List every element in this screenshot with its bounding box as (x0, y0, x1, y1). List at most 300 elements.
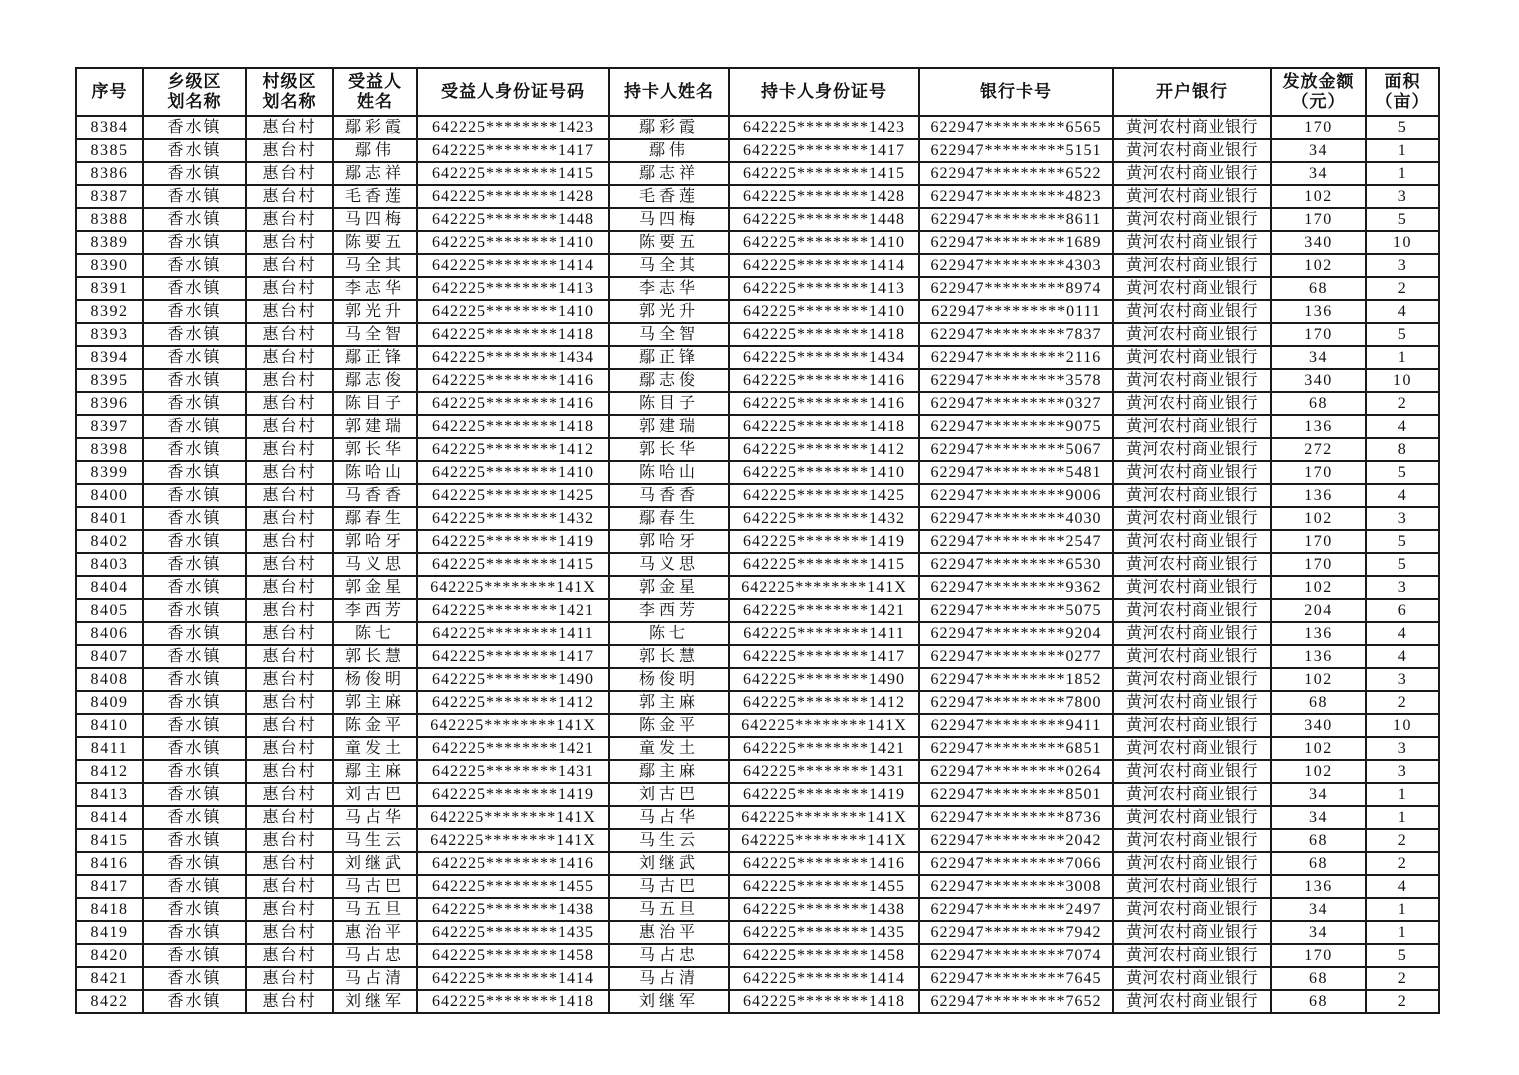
cell-village: 惠台村 (246, 392, 333, 415)
cell-cardholder-name: 马香香 (609, 484, 729, 507)
cell-beneficiary-id: 642225********1411 (417, 622, 609, 645)
cell-area: 10 (1366, 714, 1439, 737)
cell-beneficiary-name: 马全智 (333, 323, 417, 346)
cell-serial-number: 8406 (76, 622, 143, 645)
cell-beneficiary-name: 马全其 (333, 254, 417, 277)
table-row (76, 323, 1439, 346)
cell-beneficiary-name: 李志华 (333, 277, 417, 300)
cell-cardholder-name: 鄢正锋 (609, 346, 729, 369)
table-row (76, 783, 1439, 806)
cell-beneficiary-name: 惠治平 (333, 921, 417, 944)
cell-bank-card-number: 622947*********0327 (919, 392, 1113, 415)
cell-cardholder-name: 马四梅 (609, 208, 729, 231)
cell-amount: 136 (1271, 300, 1366, 323)
cell-bank-card-number: 622947*********2547 (919, 530, 1113, 553)
cell-township: 香水镇 (143, 116, 246, 139)
cell-cardholder-id: 642225********1414 (729, 254, 919, 277)
cell-township: 香水镇 (143, 415, 246, 438)
table-row (76, 139, 1439, 162)
cell-cardholder-id: 642225********1410 (729, 231, 919, 254)
cell-bank-name: 黄河农村商业银行 (1113, 346, 1271, 369)
cell-bank-card-number: 622947*********9411 (919, 714, 1113, 737)
cell-beneficiary-name: 马古巴 (333, 875, 417, 898)
cell-cardholder-name: 李志华 (609, 277, 729, 300)
cell-village: 惠台村 (246, 737, 333, 760)
cell-township: 香水镇 (143, 806, 246, 829)
cell-area: 1 (1366, 162, 1439, 185)
cell-bank-name: 黄河农村商业银行 (1113, 208, 1271, 231)
cell-cardholder-id: 642225********1434 (729, 346, 919, 369)
table-row (76, 921, 1439, 944)
cell-cardholder-id: 642225********1431 (729, 760, 919, 783)
cell-township: 香水镇 (143, 254, 246, 277)
cell-cardholder-id: 642225********1412 (729, 438, 919, 461)
cell-bank-name: 黄河农村商业银行 (1113, 300, 1271, 323)
cell-township: 香水镇 (143, 438, 246, 461)
cell-serial-number: 8407 (76, 645, 143, 668)
cell-beneficiary-id: 642225********1431 (417, 760, 609, 783)
cell-cardholder-id: 642225********1410 (729, 461, 919, 484)
cell-village: 惠台村 (246, 208, 333, 231)
cell-beneficiary-id: 642225********1458 (417, 944, 609, 967)
cell-bank-name: 黄河农村商业银行 (1113, 438, 1271, 461)
header-amount-yuan: 发放金额 （元） (1271, 68, 1366, 116)
cell-bank-name: 黄河农村商业银行 (1113, 530, 1271, 553)
cell-area: 3 (1366, 254, 1439, 277)
cell-serial-number: 8394 (76, 346, 143, 369)
table-row (76, 346, 1439, 369)
cell-village: 惠台村 (246, 185, 333, 208)
cell-beneficiary-id: 642225********1428 (417, 185, 609, 208)
cell-beneficiary-name: 杨俊明 (333, 668, 417, 691)
table-row (76, 990, 1439, 1013)
cell-bank-name: 黄河农村商业银行 (1113, 944, 1271, 967)
cell-beneficiary-name: 郭长华 (333, 438, 417, 461)
cell-area: 5 (1366, 116, 1439, 139)
cell-amount: 136 (1271, 415, 1366, 438)
cell-bank-card-number: 622947*********7942 (919, 921, 1113, 944)
cell-area: 1 (1366, 898, 1439, 921)
cell-serial-number: 8393 (76, 323, 143, 346)
cell-village: 惠台村 (246, 829, 333, 852)
cell-village: 惠台村 (246, 898, 333, 921)
cell-beneficiary-id: 642225********1434 (417, 346, 609, 369)
cell-beneficiary-id: 642225********1410 (417, 300, 609, 323)
cell-beneficiary-name: 马占华 (333, 806, 417, 829)
cell-township: 香水镇 (143, 346, 246, 369)
cell-serial-number: 8411 (76, 737, 143, 760)
cell-cardholder-id: 642225********1416 (729, 852, 919, 875)
cell-beneficiary-name: 陈哈山 (333, 461, 417, 484)
table-row (76, 714, 1439, 737)
cell-township: 香水镇 (143, 484, 246, 507)
cell-serial-number: 8421 (76, 967, 143, 990)
cell-cardholder-id: 642225********1419 (729, 530, 919, 553)
cell-cardholder-name: 鄢彩霞 (609, 116, 729, 139)
cell-area: 5 (1366, 944, 1439, 967)
cell-beneficiary-name: 陈要五 (333, 231, 417, 254)
cell-area: 4 (1366, 622, 1439, 645)
cell-village: 惠台村 (246, 760, 333, 783)
cell-township: 香水镇 (143, 875, 246, 898)
table-row (76, 208, 1439, 231)
cell-village: 惠台村 (246, 323, 333, 346)
cell-village: 惠台村 (246, 277, 333, 300)
cell-township: 香水镇 (143, 921, 246, 944)
header-village-division: 村级区 划名称 (246, 68, 333, 116)
table-row (76, 254, 1439, 277)
cell-beneficiary-name: 鄢彩霞 (333, 116, 417, 139)
header-bank-name: 开户银行 (1113, 68, 1271, 116)
cell-serial-number: 8400 (76, 484, 143, 507)
cell-cardholder-id: 642225********1418 (729, 990, 919, 1013)
cell-area: 5 (1366, 323, 1439, 346)
cell-cardholder-name: 马生云 (609, 829, 729, 852)
cell-serial-number: 8397 (76, 415, 143, 438)
cell-beneficiary-id: 642225********1415 (417, 553, 609, 576)
cell-bank-name: 黄河农村商业银行 (1113, 622, 1271, 645)
cell-cardholder-name: 毛香莲 (609, 185, 729, 208)
cell-village: 惠台村 (246, 461, 333, 484)
cell-bank-name: 黄河农村商业银行 (1113, 576, 1271, 599)
table-row (76, 760, 1439, 783)
cell-township: 香水镇 (143, 392, 246, 415)
table-header-row (76, 68, 1439, 116)
cell-serial-number: 8414 (76, 806, 143, 829)
cell-beneficiary-id: 642225********1423 (417, 116, 609, 139)
cell-cardholder-id: 642225********1435 (729, 921, 919, 944)
cell-cardholder-id: 642225********1413 (729, 277, 919, 300)
header-serial-number: 序号 (76, 68, 143, 116)
cell-beneficiary-name: 马占忠 (333, 944, 417, 967)
cell-cardholder-id: 642225********1411 (729, 622, 919, 645)
cell-bank-name: 黄河农村商业银行 (1113, 921, 1271, 944)
cell-beneficiary-name: 马义思 (333, 553, 417, 576)
cell-serial-number: 8399 (76, 461, 143, 484)
cell-village: 惠台村 (246, 507, 333, 530)
cell-amount: 170 (1271, 553, 1366, 576)
cell-amount: 68 (1271, 829, 1366, 852)
cell-area: 6 (1366, 599, 1439, 622)
cell-bank-card-number: 622947*********6851 (919, 737, 1113, 760)
cell-serial-number: 8392 (76, 300, 143, 323)
cell-beneficiary-name: 陈金平 (333, 714, 417, 737)
cell-beneficiary-id: 642225********1418 (417, 990, 609, 1013)
cell-cardholder-name: 马占华 (609, 806, 729, 829)
cell-village: 惠台村 (246, 300, 333, 323)
cell-beneficiary-name: 马占清 (333, 967, 417, 990)
cell-amount: 68 (1271, 967, 1366, 990)
cell-cardholder-name: 陈七 (609, 622, 729, 645)
cell-bank-name: 黄河农村商业银行 (1113, 714, 1271, 737)
cell-amount: 102 (1271, 576, 1366, 599)
cell-cardholder-id: 642225********141X (729, 806, 919, 829)
cell-area: 2 (1366, 691, 1439, 714)
cell-bank-card-number: 622947*********5151 (919, 139, 1113, 162)
table-row (76, 806, 1439, 829)
cell-cardholder-id: 642225********1417 (729, 645, 919, 668)
header-beneficiary-name: 受益人 姓名 (333, 68, 417, 116)
cell-cardholder-id: 642225********1417 (729, 139, 919, 162)
cell-beneficiary-id: 642225********1414 (417, 967, 609, 990)
cell-area: 1 (1366, 806, 1439, 829)
cell-bank-card-number: 622947*********3008 (919, 875, 1113, 898)
cell-cardholder-id: 642225********1416 (729, 392, 919, 415)
cell-beneficiary-name: 马生云 (333, 829, 417, 852)
cell-serial-number: 8422 (76, 990, 143, 1013)
cell-township: 香水镇 (143, 162, 246, 185)
cell-amount: 68 (1271, 691, 1366, 714)
cell-cardholder-id: 642225********1432 (729, 507, 919, 530)
cell-township: 香水镇 (143, 461, 246, 484)
cell-amount: 68 (1271, 990, 1366, 1013)
cell-cardholder-name: 童发土 (609, 737, 729, 760)
cell-village: 惠台村 (246, 438, 333, 461)
cell-township: 香水镇 (143, 139, 246, 162)
cell-bank-name: 黄河农村商业银行 (1113, 254, 1271, 277)
cell-cardholder-name: 刘继武 (609, 852, 729, 875)
cell-village: 惠台村 (246, 599, 333, 622)
cell-serial-number: 8388 (76, 208, 143, 231)
cell-cardholder-id: 642225********141X (729, 576, 919, 599)
cell-cardholder-name: 郭长华 (609, 438, 729, 461)
cell-cardholder-name: 惠治平 (609, 921, 729, 944)
cell-bank-card-number: 622947*********2116 (919, 346, 1113, 369)
cell-cardholder-name: 马全其 (609, 254, 729, 277)
cell-beneficiary-id: 642225********1448 (417, 208, 609, 231)
cell-area: 1 (1366, 139, 1439, 162)
cell-area: 5 (1366, 530, 1439, 553)
cell-bank-name: 黄河农村商业银行 (1113, 139, 1271, 162)
cell-village: 惠台村 (246, 921, 333, 944)
table-row (76, 898, 1439, 921)
cell-bank-card-number: 622947*********9075 (919, 415, 1113, 438)
cell-cardholder-id: 642225********1448 (729, 208, 919, 231)
cell-village: 惠台村 (246, 576, 333, 599)
cell-amount: 136 (1271, 875, 1366, 898)
cell-cardholder-name: 鄢春生 (609, 507, 729, 530)
cell-bank-name: 黄河农村商业银行 (1113, 484, 1271, 507)
cell-beneficiary-name: 郭金星 (333, 576, 417, 599)
table-row (76, 829, 1439, 852)
header-bank-card-number: 银行卡号 (919, 68, 1113, 116)
cell-township: 香水镇 (143, 829, 246, 852)
cell-bank-card-number: 622947*********8736 (919, 806, 1113, 829)
cell-cardholder-name: 杨俊明 (609, 668, 729, 691)
cell-bank-name: 黄河农村商业银行 (1113, 231, 1271, 254)
cell-beneficiary-name: 郭建瑞 (333, 415, 417, 438)
cell-bank-name: 黄河农村商业银行 (1113, 599, 1271, 622)
cell-bank-name: 黄河农村商业银行 (1113, 392, 1271, 415)
cell-cardholder-name: 刘继军 (609, 990, 729, 1013)
cell-bank-name: 黄河农村商业银行 (1113, 668, 1271, 691)
cell-village: 惠台村 (246, 668, 333, 691)
table-row (76, 691, 1439, 714)
cell-cardholder-name: 郭建瑞 (609, 415, 729, 438)
cell-bank-name: 黄河农村商业银行 (1113, 898, 1271, 921)
cell-area: 3 (1366, 185, 1439, 208)
cell-bank-name: 黄河农村商业银行 (1113, 829, 1271, 852)
cell-beneficiary-id: 642225********1418 (417, 415, 609, 438)
cell-bank-card-number: 622947*********2497 (919, 898, 1113, 921)
cell-beneficiary-id: 642225********1412 (417, 438, 609, 461)
cell-cardholder-name: 马占忠 (609, 944, 729, 967)
cell-cardholder-name: 鄢伟 (609, 139, 729, 162)
cell-beneficiary-name: 马四梅 (333, 208, 417, 231)
cell-area: 2 (1366, 967, 1439, 990)
header-cardholder-id: 持卡人身份证号 (729, 68, 919, 116)
cell-bank-card-number: 622947*********4303 (919, 254, 1113, 277)
table-row (76, 231, 1439, 254)
cell-beneficiary-name: 鄢正锋 (333, 346, 417, 369)
cell-area: 2 (1366, 852, 1439, 875)
cell-cardholder-name: 郭长慧 (609, 645, 729, 668)
cell-cardholder-id: 642225********1421 (729, 737, 919, 760)
cell-bank-card-number: 622947*********4823 (919, 185, 1113, 208)
cell-amount: 340 (1271, 714, 1366, 737)
table-row (76, 875, 1439, 898)
cell-beneficiary-id: 642225********1413 (417, 277, 609, 300)
cell-area: 4 (1366, 645, 1439, 668)
cell-amount: 170 (1271, 323, 1366, 346)
cell-cardholder-id: 642225********1410 (729, 300, 919, 323)
cell-bank-name: 黄河农村商业银行 (1113, 185, 1271, 208)
cell-beneficiary-name: 刘继军 (333, 990, 417, 1013)
cell-serial-number: 8412 (76, 760, 143, 783)
cell-beneficiary-name: 李西芳 (333, 599, 417, 622)
cell-cardholder-name: 鄢志俊 (609, 369, 729, 392)
cell-bank-name: 黄河农村商业银行 (1113, 116, 1271, 139)
cell-cardholder-id: 642225********1421 (729, 599, 919, 622)
cell-amount: 170 (1271, 461, 1366, 484)
cell-beneficiary-id: 642225********141X (417, 714, 609, 737)
cell-township: 香水镇 (143, 622, 246, 645)
cell-township: 香水镇 (143, 668, 246, 691)
cell-township: 香水镇 (143, 852, 246, 875)
cell-cardholder-id: 642225********1418 (729, 323, 919, 346)
cell-village: 惠台村 (246, 714, 333, 737)
cell-township: 香水镇 (143, 691, 246, 714)
cell-bank-card-number: 622947*********6530 (919, 553, 1113, 576)
cell-amount: 34 (1271, 783, 1366, 806)
cell-village: 惠台村 (246, 691, 333, 714)
cell-bank-card-number: 622947*********7652 (919, 990, 1113, 1013)
cell-cardholder-name: 陈目子 (609, 392, 729, 415)
table-row (76, 484, 1439, 507)
cell-beneficiary-id: 642225********1417 (417, 645, 609, 668)
cell-cardholder-name: 李西芳 (609, 599, 729, 622)
cell-beneficiary-id: 642225********1410 (417, 461, 609, 484)
cell-village: 惠台村 (246, 990, 333, 1013)
cell-area: 3 (1366, 576, 1439, 599)
cell-beneficiary-name: 鄢志祥 (333, 162, 417, 185)
cell-beneficiary-id: 642225********1455 (417, 875, 609, 898)
cell-area: 1 (1366, 783, 1439, 806)
cell-amount: 170 (1271, 530, 1366, 553)
cell-village: 惠台村 (246, 346, 333, 369)
cell-area: 4 (1366, 300, 1439, 323)
cell-cardholder-id: 642225********141X (729, 829, 919, 852)
cell-amount: 68 (1271, 277, 1366, 300)
cell-bank-card-number: 622947*********1689 (919, 231, 1113, 254)
cell-amount: 170 (1271, 116, 1366, 139)
cell-bank-name: 黄河农村商业银行 (1113, 415, 1271, 438)
cell-village: 惠台村 (246, 369, 333, 392)
cell-bank-card-number: 622947*********4030 (919, 507, 1113, 530)
cell-amount: 136 (1271, 484, 1366, 507)
cell-village: 惠台村 (246, 806, 333, 829)
header-beneficiary-id: 受益人身份证号码 (417, 68, 609, 116)
cell-bank-name: 黄河农村商业银行 (1113, 967, 1271, 990)
cell-bank-card-number: 622947*********9362 (919, 576, 1113, 599)
cell-township: 香水镇 (143, 300, 246, 323)
cell-village: 惠台村 (246, 530, 333, 553)
cell-area: 1 (1366, 346, 1439, 369)
cell-beneficiary-name: 陈七 (333, 622, 417, 645)
cell-serial-number: 8401 (76, 507, 143, 530)
cell-bank-name: 黄河农村商业银行 (1113, 369, 1271, 392)
table-row (76, 737, 1439, 760)
cell-beneficiary-id: 642225********141X (417, 576, 609, 599)
table-row (76, 162, 1439, 185)
table-row (76, 438, 1439, 461)
cell-bank-card-number: 622947*********6565 (919, 116, 1113, 139)
cell-beneficiary-name: 郭光升 (333, 300, 417, 323)
cell-serial-number: 8384 (76, 116, 143, 139)
cell-beneficiary-name: 鄢志俊 (333, 369, 417, 392)
cell-bank-name: 黄河农村商业银行 (1113, 852, 1271, 875)
cell-bank-name: 黄河农村商业银行 (1113, 737, 1271, 760)
cell-serial-number: 8404 (76, 576, 143, 599)
cell-bank-card-number: 622947*********1852 (919, 668, 1113, 691)
table-row (76, 369, 1439, 392)
cell-township: 香水镇 (143, 737, 246, 760)
cell-serial-number: 8391 (76, 277, 143, 300)
cell-bank-card-number: 622947*********8501 (919, 783, 1113, 806)
cell-village: 惠台村 (246, 415, 333, 438)
table-row (76, 967, 1439, 990)
cell-bank-name: 黄河农村商业银行 (1113, 277, 1271, 300)
cell-beneficiary-name: 马香香 (333, 484, 417, 507)
cell-beneficiary-id: 642225********1414 (417, 254, 609, 277)
table-row (76, 645, 1439, 668)
cell-area: 10 (1366, 231, 1439, 254)
cell-amount: 102 (1271, 185, 1366, 208)
cell-bank-name: 黄河农村商业银行 (1113, 507, 1271, 530)
cell-cardholder-id: 642225********1423 (729, 116, 919, 139)
cell-bank-card-number: 622947*********9204 (919, 622, 1113, 645)
cell-bank-card-number: 622947*********9006 (919, 484, 1113, 507)
table-row (76, 300, 1439, 323)
cell-beneficiary-name: 马五旦 (333, 898, 417, 921)
cell-beneficiary-name: 郭主麻 (333, 691, 417, 714)
cell-serial-number: 8387 (76, 185, 143, 208)
cell-bank-name: 黄河农村商业银行 (1113, 461, 1271, 484)
table-row (76, 530, 1439, 553)
cell-beneficiary-id: 642225********1419 (417, 530, 609, 553)
cell-village: 惠台村 (246, 944, 333, 967)
cell-bank-card-number: 622947*********7074 (919, 944, 1113, 967)
cell-serial-number: 8395 (76, 369, 143, 392)
cell-village: 惠台村 (246, 783, 333, 806)
cell-beneficiary-name: 鄢主麻 (333, 760, 417, 783)
cell-township: 香水镇 (143, 231, 246, 254)
cell-beneficiary-name: 毛香莲 (333, 185, 417, 208)
cell-cardholder-id: 642225********1425 (729, 484, 919, 507)
cell-cardholder-id: 642225********1490 (729, 668, 919, 691)
cell-amount: 68 (1271, 852, 1366, 875)
cell-amount: 170 (1271, 208, 1366, 231)
